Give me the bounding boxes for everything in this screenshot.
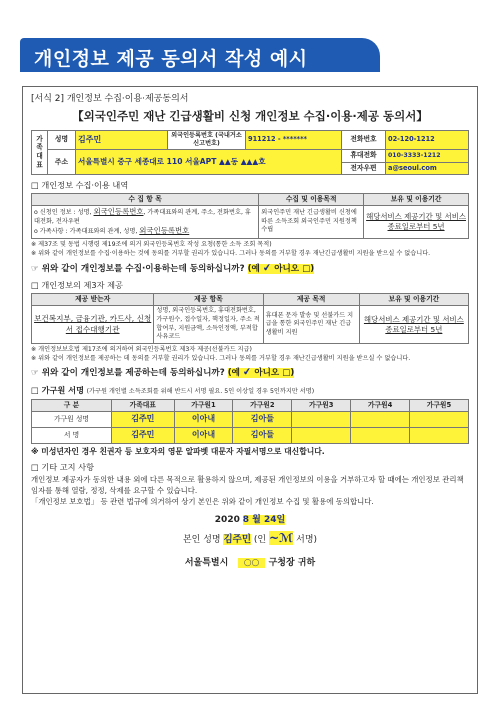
collection-answer-yes: (예 — [247, 263, 260, 274]
third-party-header-period: 보유 및 이용기간 — [359, 294, 468, 306]
third-party-period: 해당서비스 제공기간 및 서비스 종료일로부터 5년 — [359, 306, 468, 344]
household-row-label: 가구원 성명 — [32, 411, 112, 427]
section-third-party-title: □ 개인정보의 제3자 제공 — [31, 280, 123, 291]
reg-number: 911212 - ******* — [248, 135, 307, 144]
collection-note-2: ※ 위와 같이 개인정보를 수집·이용하는 것에 동의를 거부할 권리가 있습니다. 그러나 동의를 거부할 경우 재난긴급생활비 지원을 받으실 수 없습니다. — [31, 249, 431, 257]
date-month-day[interactable]: 8 월 24일 — [242, 514, 286, 525]
collection-answer[interactable] — [247, 261, 315, 275]
member-signature-empty[interactable] — [410, 427, 469, 443]
collection-purpose: 외국인주민 재난 긴급생활비 신청에 따른 소득조회 외국인주민 지원정책 수립 — [259, 206, 364, 239]
third-party-header-receiver: 제공 받는자 — [32, 294, 154, 306]
household-header: 가구원5 — [410, 399, 469, 411]
collection-items-b-underlined: 외국인등록번호 — [139, 226, 190, 236]
member-name: 이아내 — [191, 413, 216, 423]
third-party-table — [31, 293, 469, 344]
mobile-label: 휴대전화 — [342, 150, 386, 162]
member-name-empty[interactable] — [410, 411, 469, 427]
seal-tail: 서명) — [296, 534, 318, 545]
collection-period: 해당서비스 제공기간 및 서비스 종료일로부터 5년 — [364, 206, 469, 239]
form-number: [서식 2] 개인정보 수집·이용·제공동의서 — [31, 94, 189, 104]
phone-label: 전화번호 — [342, 130, 386, 150]
signature-scribble-icon[interactable]: ~ℳ — [268, 530, 294, 545]
third-party-items: 성명, 외국인등록번호, 휴대전화번호, 가구원수, 접수일자, 핵정일자, 주소 적합여부, 지원금액, 소득인정액, 부적합 사유코드 — [154, 306, 263, 344]
phone-value: 02-120-1212 — [388, 135, 435, 144]
household-header: 가구원2 — [233, 399, 292, 411]
third-party-consent-question — [31, 366, 469, 380]
collection-header-period: 보유 및 이용기간 — [364, 193, 469, 205]
collection-items-a: o 신청인 정보 : 성명, — [34, 209, 92, 217]
member-name-empty[interactable] — [292, 411, 351, 427]
mobile-value: 010-3333-1212 — [388, 152, 441, 160]
collection-items-b: o 가족사항 : 가족대표와의 관계, 성명, — [34, 228, 138, 236]
household-row-label: 서 명 — [32, 427, 112, 443]
household-header: 구 분 — [32, 399, 112, 411]
third-party-answer-yes: (예 — [227, 368, 240, 379]
household-header: 가구원1 — [174, 399, 233, 411]
address-label: 주소 — [48, 150, 76, 175]
checkmark-icon: ✔ — [242, 366, 253, 379]
member-name-empty[interactable] — [351, 411, 410, 427]
member-signature: 이아내 — [191, 429, 216, 439]
reg-label: 외국인등록번호 (국내거소신고번호) — [168, 130, 246, 150]
notice-text-1: 개인정보 제공자가 동의한 내용 외에 다른 목적으로 활용하지 않으며, 제공된 개인정보의 이용을 거부하고자 할 때에는 개인정보 관리책임자를 통해 열람, 정정, 삭제를 요구할 수 있습니다. — [31, 475, 464, 496]
collection-question-text: ☞ 위와 같이 개인정보를 수집·이용하는데 동의하십니까? — [31, 263, 245, 274]
name-label: 성명 — [48, 130, 76, 150]
member-name: 김아들 — [250, 413, 274, 423]
household-title: □ 가구원 서명 — [31, 384, 84, 395]
email-value: a@seoul.com — [388, 163, 437, 172]
address-value: 서울특별시 중구 세종대로 110 서울APT ▲▲동 ▲▲▲호 — [78, 157, 266, 167]
member-name: 김주민 — [131, 413, 155, 423]
household-subtitle: (가구원 개인별 소득조회를 위해 반드시 서명 필요. 5인 이상일 경우 5인까지만 서명) — [86, 387, 315, 395]
seal-label: (인 — [253, 534, 267, 545]
collection-consent-question — [31, 262, 469, 276]
closing: 구청장 귀하 — [268, 557, 316, 568]
collection-items-a-underlined: 외국인등록번호 — [93, 207, 144, 217]
recipient-row — [31, 557, 469, 569]
collection-table — [31, 193, 469, 239]
document-title: 【외국인주민 재난 긴급생활비 신청 개인정보 수집·이용·제공 동의서】 — [72, 109, 428, 124]
email-label: 전자우편 — [342, 162, 386, 174]
household-header: 가구원3 — [292, 399, 351, 411]
section-notice-title: □ 기타 고지 사항 — [31, 462, 94, 473]
third-party-note-1: ※ 개인정보보호법 제17조에 의거하여 외국인등록번호 제3자 제공(선불카드 지급) — [31, 346, 252, 354]
collection-items-a2: , 가족대표와의 관계, 주소, 전화번호, 휴대전화, 전자우편 — [34, 209, 251, 225]
collection-header-items: 수 집 항 목 — [32, 193, 259, 205]
checkmark-icon: ✔ — [262, 261, 272, 275]
group-label: 가 족 대 표 — [32, 130, 48, 174]
third-party-answer[interactable] — [228, 368, 295, 378]
date-year: 2020 — [214, 514, 240, 525]
third-party-header-purpose: 제공 목적 — [263, 294, 359, 306]
signer-name[interactable]: 김주민 — [223, 533, 252, 545]
banner — [0, 0, 500, 72]
household-header: 가족대표 — [112, 399, 175, 411]
collection-note-1: ※ 제37조 및 동법 시행령 제19조에 의거 외국인등록번호 작성 요청(통한 소득 조회 목적) — [31, 241, 272, 249]
third-party-header-items: 제공 항목 — [154, 294, 263, 306]
third-party-receiver: 보건복지부, 금융기관, 카드사, 신청서 접수대행기관 — [32, 306, 154, 344]
third-party-answer-no: 아니오 □) — [254, 368, 295, 379]
member-signature: 김주민 — [131, 429, 155, 439]
signer-label: 본인 성명 — [182, 534, 221, 545]
notice-text-2: 「개인정보 보호법」 등 관련 법규에 의거하여 상기 본인은 위와 같이 개인정보 수집 및 활용에 동의합니다. — [31, 496, 374, 506]
member-signature-empty[interactable] — [351, 427, 410, 443]
minor-note: ※ 미성년자인 경우 친권자 등 보호자의 영문 알파벳 대문자 자필서명으로 대신합니다. — [31, 446, 325, 456]
city: 서울특별시 — [184, 557, 229, 568]
applicant-name: 김주민 — [78, 134, 102, 144]
household-header: 가구원4 — [351, 399, 410, 411]
section-household-title — [31, 385, 469, 397]
signer-row — [31, 530, 469, 547]
date-row — [31, 514, 469, 526]
third-party-note-2: ※ 위와 같이 개인정보를 제공하는 데 동의를 거부할 권리가 있습니다. 그러나 동의를 거부할 경우 재난긴급생활비 지원을 받으실 수 없습니다. — [31, 354, 411, 362]
banner-title: 개인정보 제공 동의서 작성 예시 — [34, 48, 308, 70]
district[interactable]: ○○ — [238, 558, 266, 568]
member-signature-empty[interactable] — [292, 427, 351, 443]
household-table — [31, 399, 469, 444]
applicant-table — [31, 130, 469, 175]
collection-answer-no: 아니오 □) — [274, 263, 315, 274]
section-collection-title: □ 개인정보 수집·이용 내역 — [31, 179, 129, 190]
third-party-question-text: ☞ 위와 같이 개인정보를 제공하는데 동의하십니까? — [31, 368, 225, 379]
collection-header-purpose: 수집 및 이용목적 — [259, 193, 364, 205]
consent-form — [22, 86, 478, 694]
member-signature: 김아들 — [250, 429, 274, 439]
third-party-purpose: 휴대폰 문자 발송 및 선불카드 지급을 통한 외국인주민 재난 긴급생활비 지원 — [263, 306, 359, 344]
